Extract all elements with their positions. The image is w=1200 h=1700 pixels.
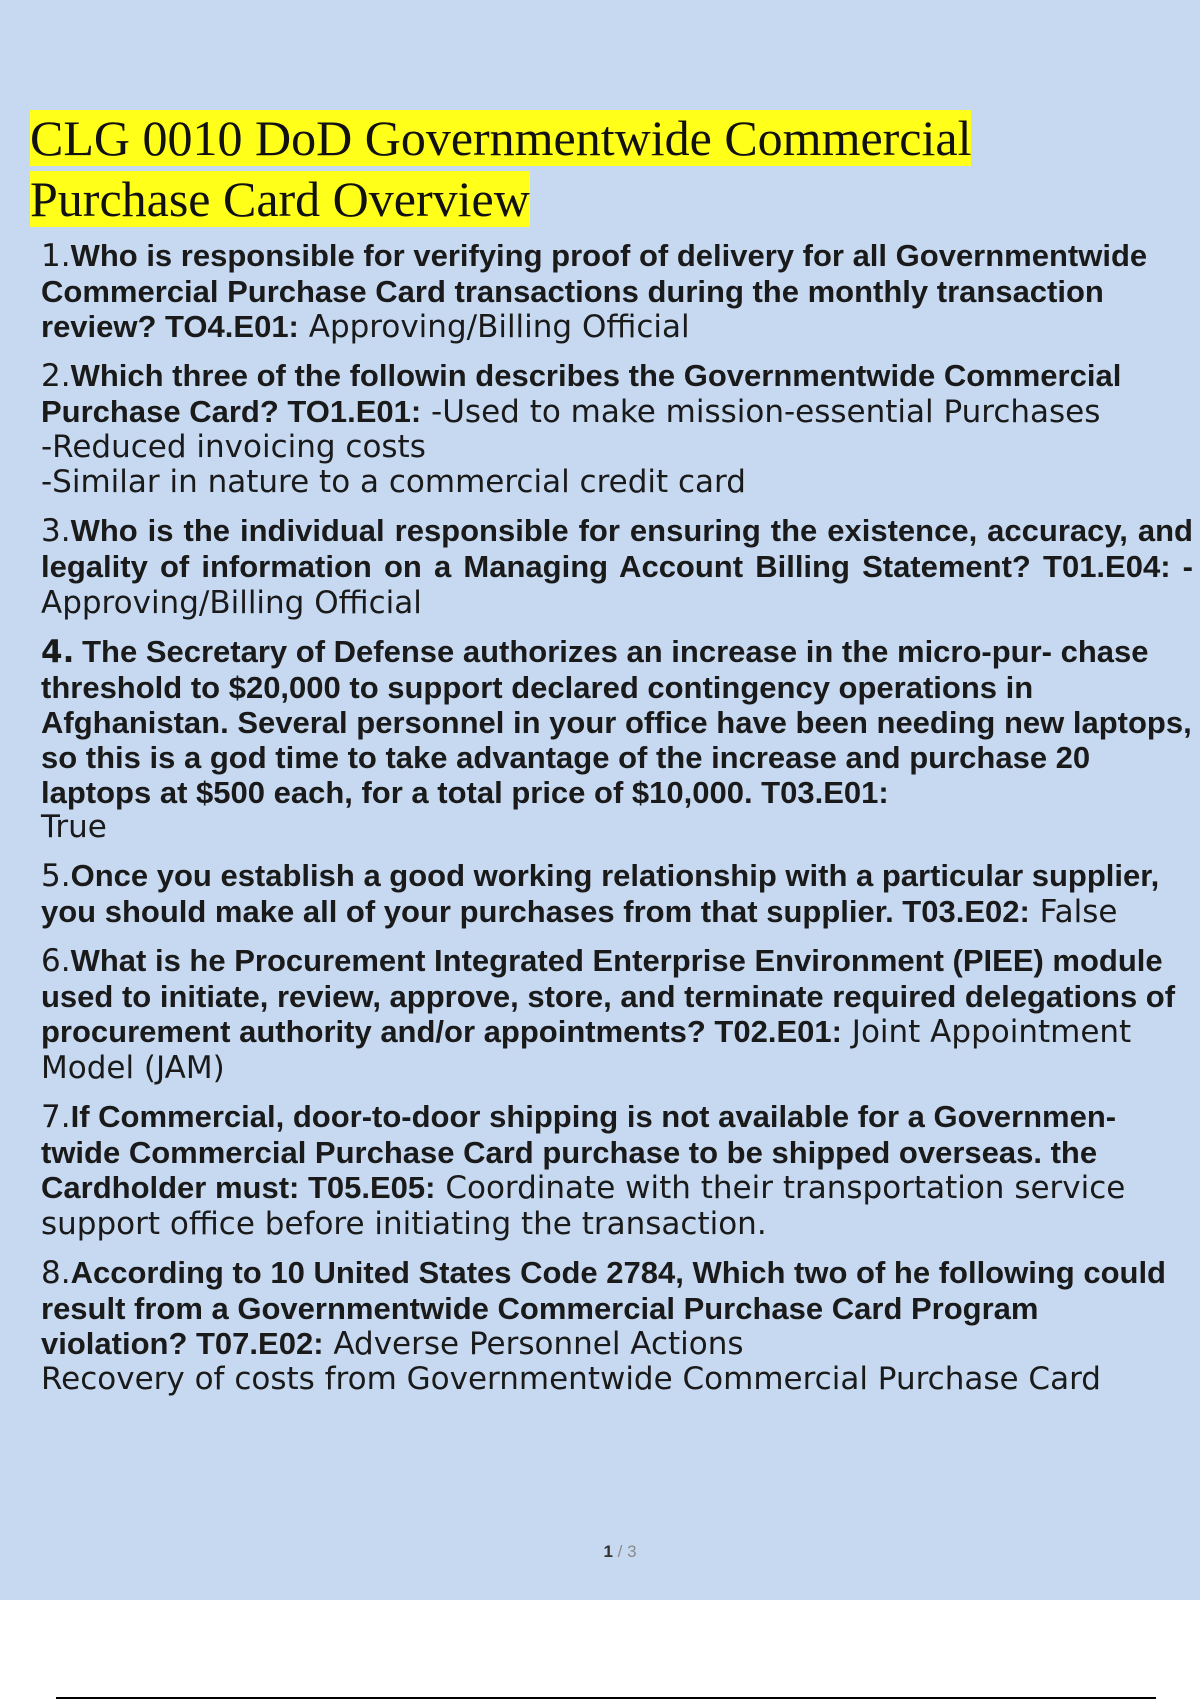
question-item (41, 513, 1193, 621)
question-item (41, 358, 1193, 500)
question-list (41, 238, 1193, 1410)
question-number: 3. (41, 513, 71, 549)
question-text: The Secretary of Defense authorizes an increase in the micro-pur- chase threshold to $20,000 to support declared contingency operations in Afghanistan. Several personnel in your office have been needing new laptops, so this is a god time to take advantage of the increase and purchase 20 laptops at $500 each, for a total price of $10,000. T03.E01: (41, 634, 1192, 810)
question-item (41, 858, 1193, 930)
current-page-number: 1 (603, 1542, 613, 1561)
answer-text: -Used to make mission-essential Purchases (421, 394, 1101, 430)
answer-text: True (41, 809, 107, 845)
question-text: According to 10 United States Code 2784, Which two of he following could result from a Governmentwide Commercial Purchase Card Program violation? T07.E02: (41, 1255, 1166, 1361)
answer-text: Coordinate with their transportation service support office before initiating the transaction. (41, 1170, 1126, 1242)
question-item (41, 634, 1193, 845)
question-number: 2. (41, 358, 71, 394)
answer-text: Joint Appointment Model (JAM) (41, 1014, 1132, 1086)
answer-line: Recovery of costs from Governmentwide Commercial Purchase Card (41, 1361, 1101, 1397)
question-text: Which three of the followin describes the Governmentwide Commercial Purchase Card? TO1.E01: (41, 358, 1122, 429)
divider-line (56, 1697, 1156, 1699)
page-indicator (0, 1542, 1200, 1562)
question-item (41, 1255, 1193, 1397)
question-number: 5. (41, 858, 71, 894)
question-number: 1. (41, 238, 71, 274)
question-number: 8. (41, 1255, 71, 1291)
answer-line: -Similar in nature to a commercial credit card (41, 464, 746, 500)
question-item (41, 943, 1193, 1086)
answer-text: False (1029, 894, 1118, 930)
question-item (41, 238, 1193, 345)
answer-line: -Reduced invoicing costs (41, 429, 426, 465)
question-number: 4. (41, 634, 75, 670)
document-title (30, 108, 1150, 230)
question-text: Who is the individual responsible for ensuring the existence, accuracy, and legality of information on a Managing Account Billing Statement? T01.E04: - (41, 513, 1193, 584)
question-text: Who is responsible for verifying proof of delivery for all Governmentwide Commercial Purchase Card transactions during the monthly transaction review? TO4.E01: (41, 238, 1148, 344)
question-number: 6. (41, 943, 71, 979)
question-text: If Commercial, door-to-door shipping is not available for a Governmen- twide Commercial Purchase Card purchase to be shipped overseas. the Cardholder must: T05.E05: (41, 1099, 1117, 1205)
question-text: What is he Procurement Integrated Enterprise Environment (PIEE) module used to initiate, review, approve, store, and terminate required delegations of procurement authority and/or appointments? T02.E01: (41, 943, 1176, 1049)
highlighted-title-text: CLG 0010 DoD Governmentwide Commercial Purchase Card Overview (30, 110, 972, 227)
answer-text: Approving/Billing Official (41, 585, 422, 621)
answer-text: Adverse Personnel Actions (323, 1326, 744, 1362)
answer-text: Approving/Billing Official (298, 309, 690, 345)
question-item (41, 1099, 1193, 1242)
question-text: Once you establish a good working relationship with a particular supplier, you should make all of your purchases from that supplier. T03.E02: (41, 858, 1160, 929)
question-number: 7. (41, 1099, 71, 1135)
total-pages: / 3 (617, 1542, 637, 1561)
